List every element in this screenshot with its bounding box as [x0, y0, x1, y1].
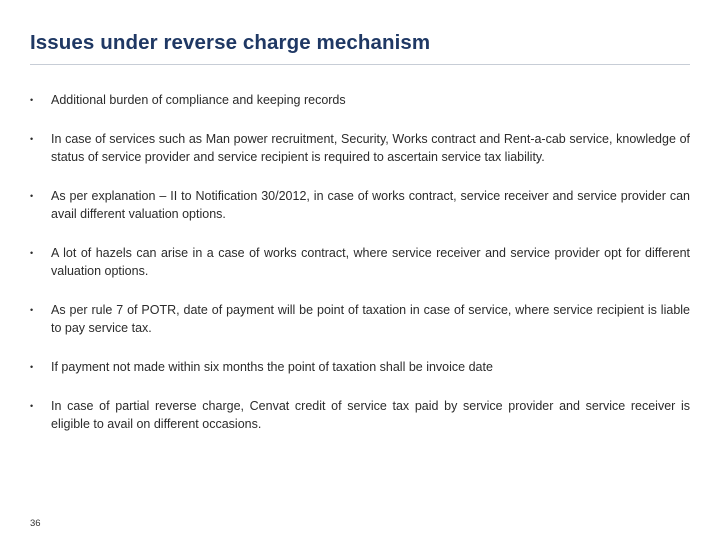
bullet-item	[30, 397, 690, 433]
bullet-icon: •	[30, 95, 34, 105]
bullet-text: Additional burden of compliance and keeping records	[51, 93, 346, 107]
bullet-icon: •	[30, 191, 34, 201]
bullet-text: As per rule 7 of POTR, date of payment will be point of taxation in case of service, where service recipient is liable to pay service tax.	[51, 303, 690, 335]
title-divider	[30, 64, 690, 65]
bullet-icon: •	[30, 134, 34, 144]
page-number: 36	[30, 518, 41, 529]
bullet-text: As per explanation – II to Notification 30/2012, in case of works contract, service receiver and service provider can avail different valuation options.	[51, 189, 690, 221]
bullet-item	[30, 187, 690, 223]
bullet-item	[30, 301, 690, 337]
bullet-item	[30, 358, 690, 376]
bullet-text: In case of partial reverse charge, Cenvat credit of service tax paid by service provider and service receiver is eligible to avail on different occasions.	[51, 399, 690, 431]
bullet-icon: •	[30, 401, 34, 411]
slide-title: Issues under reverse charge mechanism	[30, 31, 431, 54]
bullet-icon: •	[30, 248, 34, 258]
bullet-item	[30, 91, 690, 109]
bullet-item	[30, 244, 690, 280]
bullet-item	[30, 130, 690, 166]
bullet-text: If payment not made within six months the point of taxation shall be invoice date	[51, 360, 493, 374]
bullet-text: A lot of hazels can arise in a case of works contract, where service receiver and service provider opt for different valuation options.	[51, 246, 690, 278]
bullet-list	[30, 91, 690, 454]
bullet-icon: •	[30, 362, 34, 372]
bullet-text: In case of services such as Man power recruitment, Security, Works contract and Rent-a-cab service, knowledge of status of service provider and service recipient is required to ascertain service tax liability.	[51, 132, 690, 164]
bullet-icon: •	[30, 305, 34, 315]
